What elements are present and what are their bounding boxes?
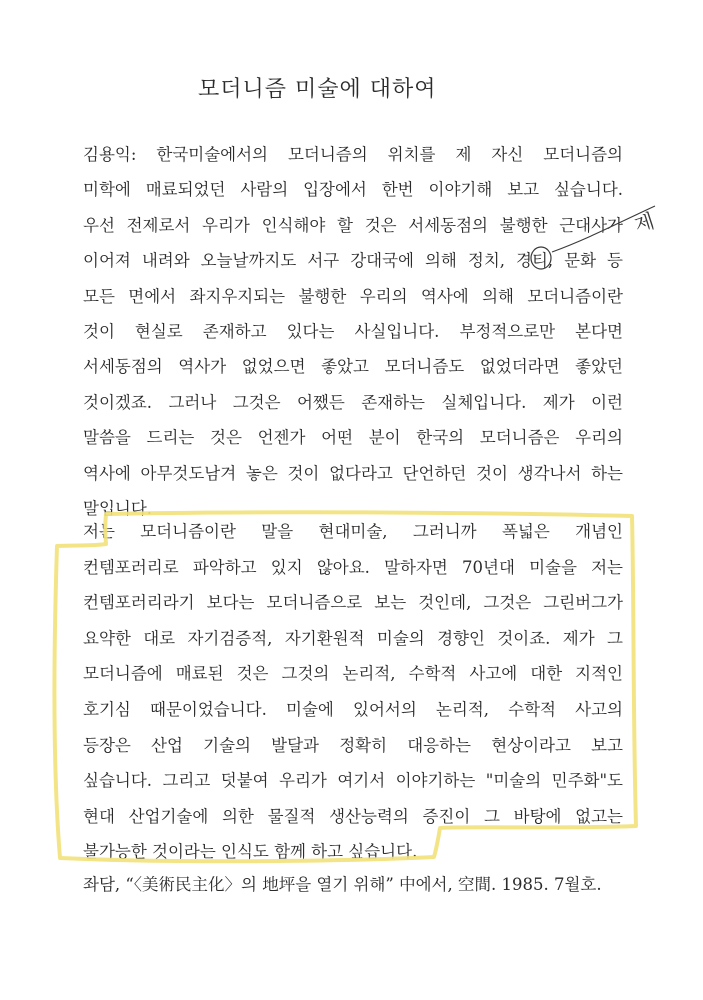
text-line: 불가능한 것이라는 인식도 함께 하고 싶습니다. <box>83 842 418 862</box>
text-line: 싶습니다. 그리고 덧붙여 우리가 여기서 이야기하는 "미술의 민주화"도 <box>83 771 623 791</box>
text-line: 요약한 대로 자기검증적, 자기환원적 미술의 경향인 것이죠. 제가 그 <box>83 628 623 648</box>
text-line: 이어져 내려와 오늘날까지도 서구 강대국에 의해 정치, 경티, 문화 등 <box>83 251 623 271</box>
text-line: 서세동점의 역사가 없었으면 좋았고 모더니즘도 없었더라면 좋았던 <box>83 357 623 377</box>
text-line: 말씀을 드리는 것은 언젠가 어떤 분이 한국의 모더니즘은 우리의 <box>83 428 623 448</box>
text-line: 모더니즘에 매료된 것은 그것의 논리적, 수학적 사고에 대한 지적인 <box>83 664 623 684</box>
text-line: 호기심 때문이었습니다. 미술에 있어서의 논리적, 수학적 사고의 <box>83 700 623 719</box>
text-line: 우선 전제로서 우리가 인식해야 할 것은 서세동점의 불행한 근대사가 <box>83 215 623 235</box>
text-line: 컨템포러리로 파악하고 있지 않아요. 말하자면 70년대 미술을 저는 <box>83 557 623 577</box>
text-line: 역사에 아무것도남겨 놓은 것이 없다라고 단언하던 것이 생각나서 하는 <box>83 463 623 483</box>
text-line: 것이겠죠. 그러나 그것은 어쨌든 존재하는 실체입니다. 제가 이런 <box>83 392 623 412</box>
text-line: 것이 현실로 존재하고 있다는 사실입니다. 부정적으로만 본다면 <box>83 322 623 341</box>
text-line: 김용익: 한국미술에서의 모더니즘의 위치를 제 자신 모더니즘의 <box>83 145 623 164</box>
source-caption: 좌담, “〈美術民主化〉의 地坪을 열기 위해” 中에서, 空間. 1985. 7월호. <box>83 875 602 894</box>
text-line: 저는 모더니즘이란 말을 현대미술, 그러니까 폭넓은 개념인 <box>83 522 623 541</box>
page-title: 모더니즘 미술에 대하여 <box>198 77 437 102</box>
text-line: 컨템포러리라기 보다는 모더니즘으로 보는 것인데, 그것은 그린버그가 <box>83 593 623 613</box>
text-line: 현대 산업기술에 의한 물질적 생산능력의 증진이 그 바탕에 없고는 <box>83 806 623 826</box>
correction-annotation: 제 <box>631 208 658 238</box>
text-line: 등장은 산업 기술의 발달과 정확히 대응하는 현상이라고 보고 <box>83 735 623 755</box>
text-line: 말입니다. <box>83 499 153 518</box>
text-line: 모든 면에서 좌지우지되는 불행한 우리의 역사에 의해 모더니즘이란 <box>83 286 623 306</box>
text-line: 미학에 매료되었던 사람의 입장에서 한번 이야기해 보고 싶습니다. <box>83 180 623 200</box>
